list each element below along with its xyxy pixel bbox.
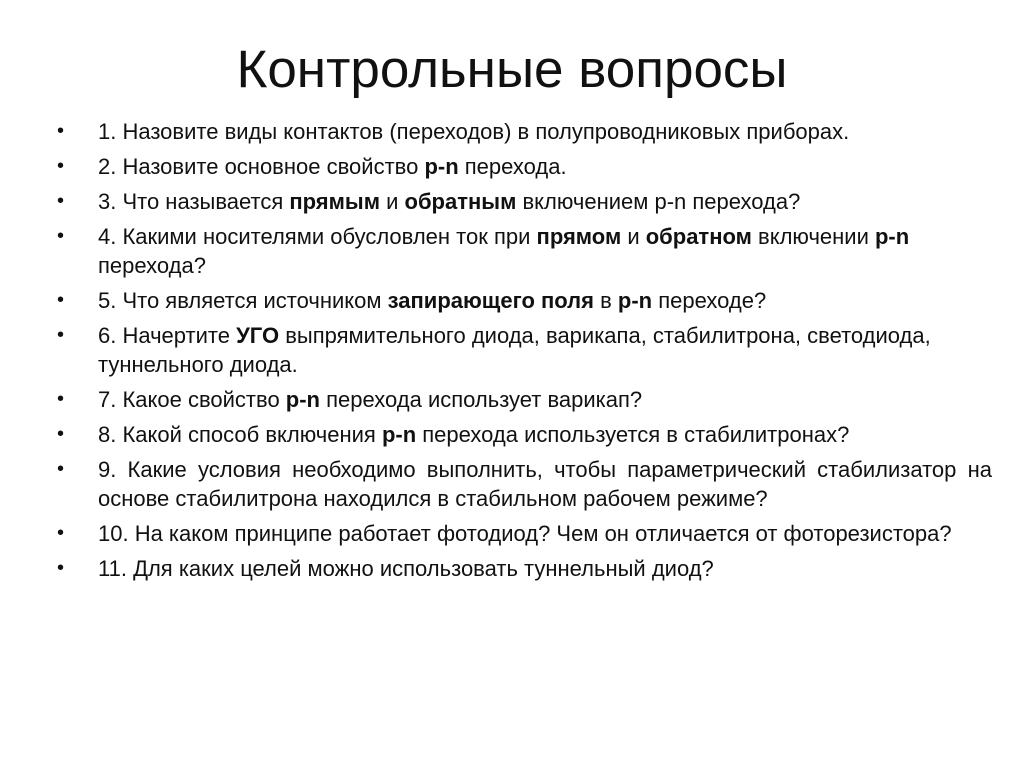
question-text-segment: перехода? [98, 253, 206, 278]
bold-term: УГО [236, 323, 280, 348]
bold-term: прямым [289, 189, 380, 214]
list-item [0, 385, 1024, 414]
list-item [0, 117, 1024, 146]
bold-term: p-n [285, 387, 320, 412]
bold-term: прямом [536, 224, 622, 249]
question-text [98, 321, 992, 379]
question-text-segment: 2. Назовите основное свойство [98, 154, 425, 179]
question-text [98, 286, 992, 315]
question-text [98, 420, 992, 449]
question-text-segment: 10. На каком принципе работает фотодиод? Чем он отличается от фоторезистора? [98, 521, 952, 546]
bold-term: p-n [617, 288, 653, 313]
question-text-segment: и [621, 224, 646, 249]
question-text-segment: и [380, 189, 405, 214]
question-text [98, 222, 992, 280]
question-text-segment: 4. Какими носителями обусловлен ток при [98, 224, 537, 249]
bold-term: обратным [404, 189, 517, 214]
question-text [98, 385, 992, 414]
question-text-segment: 5. Что является источником [98, 288, 388, 313]
list-item [0, 187, 1024, 216]
question-text-segment: 11. Для каких целей можно использовать туннельный диод? [98, 556, 714, 581]
question-text-segment: выпрямительного диода, варикапа, стабилитрона, светодиода, туннельного диода. [98, 323, 931, 377]
question-text-segment: включением p-n перехода? [516, 189, 801, 214]
question-text-segment: переходе? [652, 288, 767, 313]
list-item [0, 455, 1024, 513]
list-item [0, 554, 1024, 583]
bullet-icon: • [57, 557, 65, 579]
bold-term: p-n [424, 154, 459, 179]
list-item [0, 519, 1024, 548]
bold-term: p-n [381, 422, 417, 447]
question-text-segment: 6. Начертите [98, 323, 237, 348]
question-text-segment: 7. Какое свойство [98, 387, 286, 412]
question-text-segment: 9. Какие условия необходимо выполнить, чтобы параметрический стабилизатор на основе стабилитрона находился в стабильном рабочем режиме? [98, 457, 992, 511]
bullet-icon: • [57, 522, 65, 544]
question-text [98, 187, 992, 216]
question-text-segment: 3. Что называется [98, 189, 290, 214]
bullet-icon: • [57, 458, 65, 480]
list-item [0, 152, 1024, 181]
bullet-icon: • [57, 423, 65, 445]
question-text-segment: в [594, 288, 618, 313]
question-text-segment: включении [751, 224, 875, 249]
bullet-icon: • [57, 190, 65, 212]
bold-term: p-n [874, 224, 910, 249]
question-text-segment: перехода использует варикап? [320, 387, 643, 412]
question-text [98, 519, 992, 548]
question-text-segment: 1. Назовите виды контактов (переходов) в полупроводниковых приборах. [98, 119, 850, 144]
list-item [0, 420, 1024, 449]
list-item [0, 222, 1024, 280]
bold-term: обратном [645, 224, 752, 249]
question-text [98, 152, 992, 181]
bullet-icon: • [57, 120, 65, 142]
bold-term: запирающего поля [387, 288, 594, 313]
bullet-icon: • [57, 324, 65, 346]
bullet-icon: • [57, 289, 65, 311]
question-text-segment: перехода. [458, 154, 567, 179]
page-title: Контрольные вопросы [236, 40, 788, 99]
question-text [98, 554, 992, 583]
bullet-icon: • [57, 225, 65, 247]
list-item [0, 321, 1024, 379]
list-item [0, 286, 1024, 315]
question-text [98, 455, 992, 513]
question-text-segment: перехода используется в стабилитронах? [416, 422, 850, 447]
question-list [0, 117, 1024, 589]
bullet-icon: • [57, 155, 65, 177]
question-text [98, 117, 992, 146]
bullet-icon: • [57, 388, 65, 410]
question-text-segment: 8. Какой способ включения [98, 422, 382, 447]
